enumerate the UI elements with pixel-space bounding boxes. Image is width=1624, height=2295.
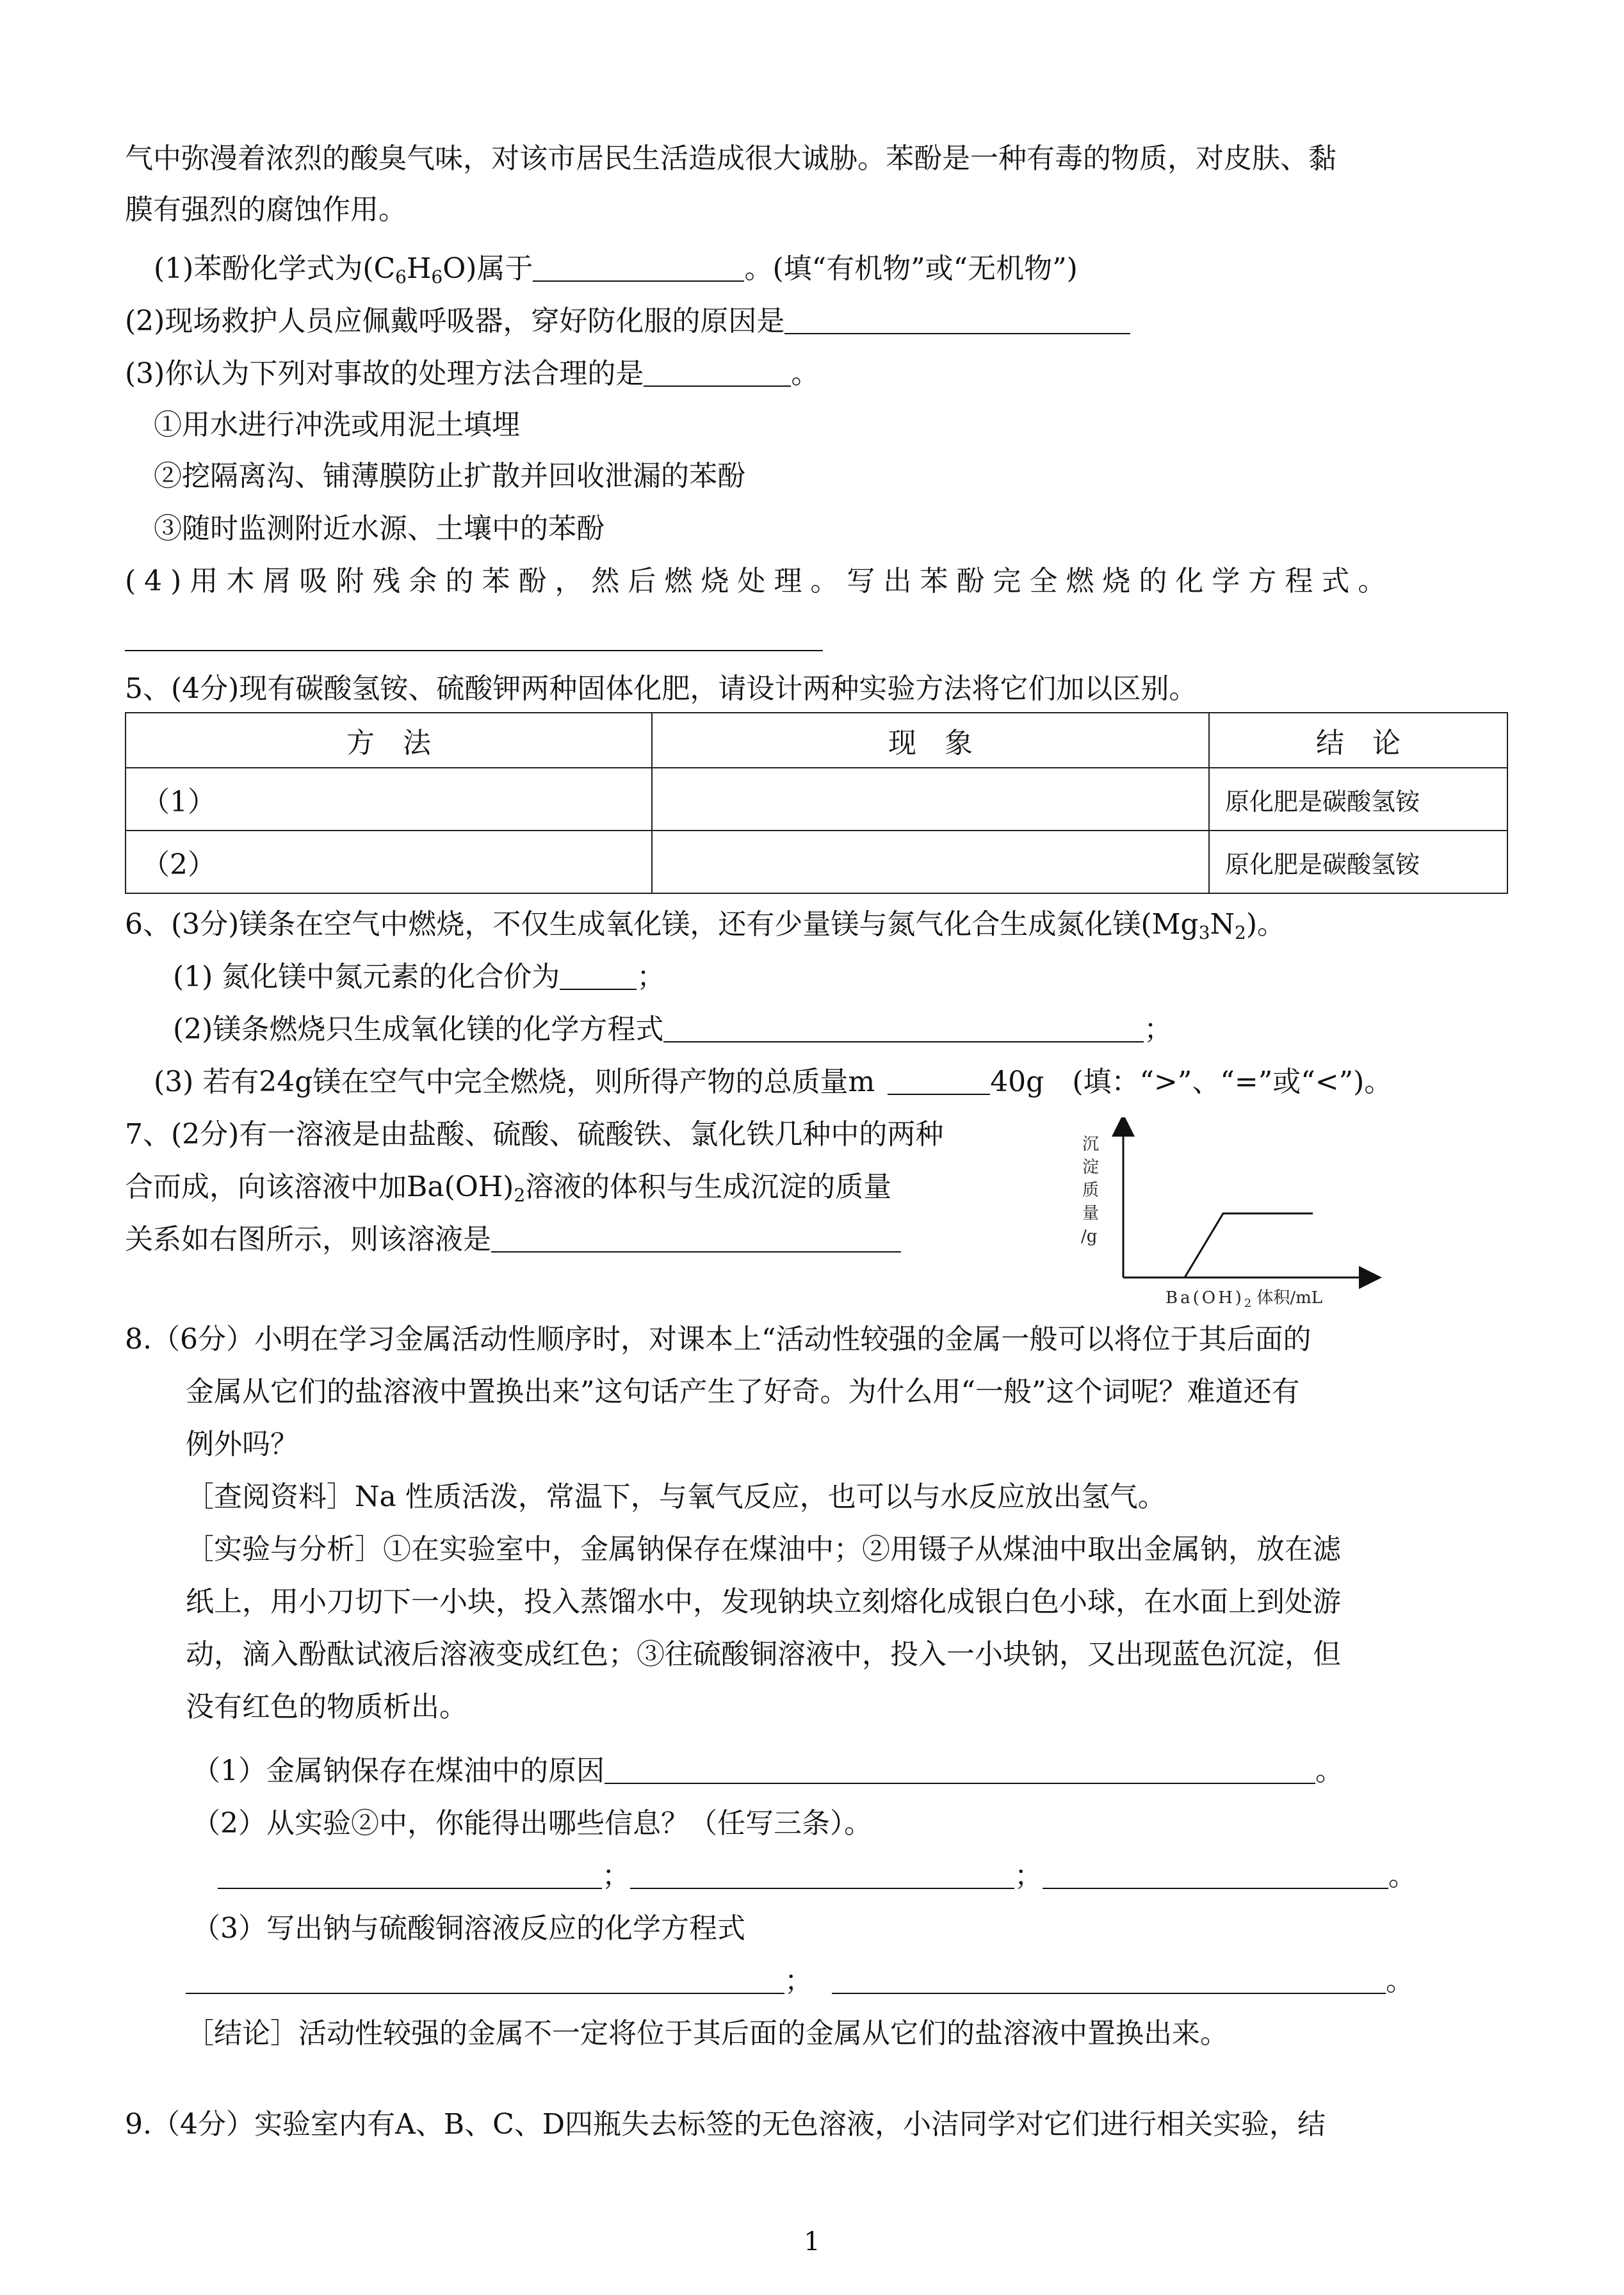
q7-line-3: 关系如右图所示，则该溶液是 <box>125 1220 901 1259</box>
q7-y-label <box>1081 1135 1099 1246</box>
q9-line-1: 9.（4分）实验室内有A、B、C、D四瓶失去标签的无色溶液，小洁同学对它们进行相关实验，结 <box>125 2108 1326 2141</box>
q4-part1: (1)苯酚化学式为$(C_6H_6O)$属于 。(填“有机物”或“无机物”) <box>154 252 1078 288</box>
q8-reference: ［查阅资料］Na 性质活泼，常温下，与氧气反应，也可以与水反应放出氢气。 <box>186 1480 1166 1513</box>
q4-answer-line-4[interactable] <box>125 650 823 651</box>
q7-y-label-char: 量 <box>1082 1204 1100 1223</box>
q8-experiment-2: 纸上，用小刀切下一小块，投入蒸馏水中，发现钠块立刻熔化成银白色小球，在水面上到处游 <box>186 1585 1341 1618</box>
q8-sub-2: （2）从实验②中，你能得出哪些信息？（任写三条）。 <box>192 1807 872 1840</box>
q4-part4: (4)用木屑吸附残余的苯酚，然后燃烧处理。写出苯酚完全燃烧的化学方程式。 <box>125 565 1395 597</box>
q7-answer-blank[interactable] <box>491 1223 901 1253</box>
q8-equation-blank-2[interactable] <box>832 1965 1386 1994</box>
q4-part2: (2)现场救护人员应佩戴呼吸器，穿好防化服的原因是 <box>125 302 1130 341</box>
q5-row-2-method[interactable]: （2） <box>126 831 652 893</box>
q8-line-1: 8.（6分）小明在学习金属活动性顺序时，对课本上“活动性较强的金属一般可以将位于其后面的 <box>125 1323 1311 1356</box>
q8-info-blank-1[interactable] <box>218 1860 602 1889</box>
q6-part1: (1) 氮化镁中氮元素的化合价为 ； <box>173 961 665 993</box>
q5-row-1-method[interactable]: （1） <box>126 768 652 831</box>
q8-sub-1: （1）金属钠保存在煤油中的原因 。 <box>192 1755 1344 1787</box>
q8-sub-2-answers: ； ； 。 <box>218 1857 1417 1895</box>
q7-precipitate-curve <box>1185 1213 1313 1277</box>
intro-line-1: 气中弥漫着浓烈的酸臭气味，对该市居民生活造成很大诚胁。苯酚是一种有毒的物质，对皮肤、黏 <box>125 142 1336 175</box>
q5-header-phenomenon: 现 象 <box>652 713 1209 768</box>
q6-answer-blank-1[interactable] <box>560 961 637 990</box>
q8-sub-3-answers: ； 。 <box>186 1962 1414 2000</box>
q7-x-label: $Ba(OH)_2$ 体积/mL <box>1165 1288 1323 1310</box>
q5-table <box>125 712 1508 894</box>
q7-line-1: 7、(2分)有一溶液是由盐酸、硫酸、硫酸铁、氯化铁几种中的两种 <box>125 1118 944 1151</box>
q6-answer-blank-3[interactable] <box>888 1066 990 1095</box>
q5-header-conclusion: 结 论 <box>1209 713 1507 768</box>
page-number: 1 <box>804 2227 820 2257</box>
q7-line-2: 合而成，向该溶液中加$Ba(OH)_2$溶液的体积与生成沉淀的质量 <box>125 1171 892 1206</box>
q6-part2: (2)镁条燃烧只生成氧化镁的化学方程式 ； <box>173 1013 1173 1046</box>
q8-sub-3: （3）写出钠与硫酸铜溶液反应的化学方程式 <box>192 1912 745 1945</box>
q7-y-label-char: 淀 <box>1082 1158 1100 1177</box>
q4-option-2: ②挖隔离沟、铺薄膜防止扩散并回收泄漏的苯酚 <box>154 460 745 492</box>
q6-answer-blank-2[interactable] <box>663 1013 1144 1042</box>
q6-title: 6、(3分)镁条在空气中燃烧，不仅生成氧化镁，还有少量镁与氮气化合生成氮化镁$(Mg_3N_2)$。 <box>125 908 1286 943</box>
q7-y-label-char: 质 <box>1082 1181 1100 1200</box>
q4-option-3: ③随时监测附近水源、土壤中的苯酚 <box>154 512 605 545</box>
q8-info-blank-3[interactable] <box>1043 1860 1388 1889</box>
q4-part3: (3)你认为下列对事故的处理方法合理的是 。 <box>125 357 820 390</box>
q8-answer-blank-1[interactable] <box>605 1755 1315 1784</box>
q8-conclusion: ［结论］活动性较强的金属不一定将位于其后面的金属从它们的盐溶液中置换出来。 <box>186 2017 1228 2050</box>
q8-line-3: 例外吗？ <box>186 1428 298 1461</box>
q5-row-1-phenomenon[interactable] <box>652 768 1209 831</box>
q4-answer-blank-1[interactable] <box>533 252 744 282</box>
q8-line-2: 金属从它们的盐溶液中置换出来”这句话产生了好奇。为什么用“一般”这个词呢？难道还有 <box>186 1375 1300 1408</box>
q5-header-method: 方 法 <box>126 713 652 768</box>
q5-row-2-phenomenon[interactable] <box>652 831 1209 893</box>
q7-y-label-char: 沉 <box>1082 1135 1100 1154</box>
q8-experiment-1: ［实验与分析］①在实验室中，金属钠保存在煤油中；②用镊子从煤油中取出金属钠，放在滤 <box>186 1533 1341 1566</box>
q8-experiment-3: 动，滴入酚酞试液后溶液变成红色；③往硫酸铜溶液中，投入一小块钠，又出现蓝色沉淀，但 <box>186 1638 1341 1671</box>
q7-precipitate-graph <box>1069 1117 1383 1310</box>
q4-answer-blank-2[interactable] <box>784 305 1130 334</box>
q8-experiment-4: 没有红色的物质析出。 <box>186 1691 467 1723</box>
q5-row-2-conclusion: 原化肥是碳酸氢铵 <box>1209 831 1507 893</box>
q7-y-label-char: /g <box>1081 1227 1098 1246</box>
intro-line-2: 膜有强烈的腐蚀作用。 <box>125 193 407 226</box>
q8-equation-blank-1[interactable] <box>186 1965 784 1994</box>
q5-row-1-conclusion: 原化肥是碳酸氢铵 <box>1209 768 1507 831</box>
q4-option-1: ①用水进行冲洗或用泥土填埋 <box>154 409 520 441</box>
q6-part3: (3) 若有24g镁在空气中完全燃烧，则所得产物的总质量m 40g (填：“>”、“=”或“<”)。 <box>154 1066 1393 1098</box>
q4-answer-blank-3[interactable] <box>644 357 791 387</box>
q5-title: 5、(4分)现有碳酸氢铵、硫酸钾两种固体化肥，请设计两种实验方法将它们加以区别。 <box>125 672 1198 705</box>
q8-info-blank-2[interactable] <box>630 1860 1014 1889</box>
